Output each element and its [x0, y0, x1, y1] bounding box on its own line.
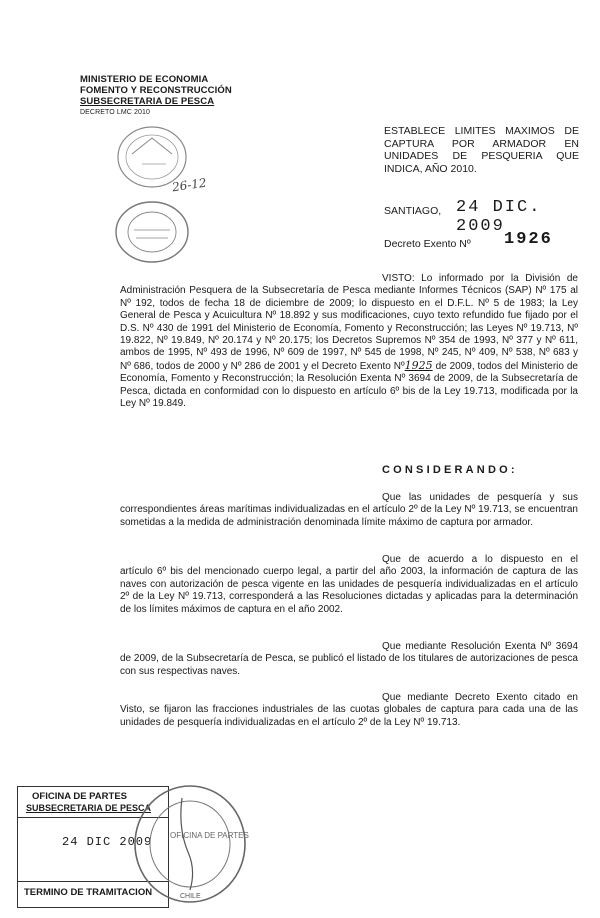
round-seal-bottom-text: CHILE [180, 893, 201, 900]
handwritten-margin-note: 26-12 [171, 175, 208, 195]
decree-number-label: Decreto Exento Nº [384, 238, 471, 250]
ministry-line-1: MINISTERIO DE ECONOMIA [80, 74, 209, 85]
considerando-paragraph-2: Que de acuerdo a lo dispuesto en el artículo 6º bis del mencionado cuerpo legal, a partir del año 2003, la información de captura de las naves con autorización de pesca vigente en las unidades de pesquería individualizadas en el artículo 2º de la Ley Nº 19.713, corresponderá a las Resoluciones dictadas y aplicadas para la determinación de los límites máximos de captura en el año 2002. [120, 554, 578, 615]
considerando-heading: CONSIDERANDO: [382, 464, 518, 476]
ministry-line-4: DECRETO LMC 2010 [80, 109, 150, 116]
considerando-paragraph-4: Que mediante Decreto Exento citado en Visto, se fijaron las fracciones industriales de las cuotas globales de captura para cada una de las unidades de pesquería individualizadas en el artículo 2º de la Ley Nº 19.713. [120, 692, 578, 728]
visto-text-part2: de 2009, todos del Ministerio de Economía, Fomento y Reconstrucción; la Resolución Exenta Nº 3694 de 2009, de la Subsecretaría de Pesca, dictada en conformidad con lo dispuesto en artículo 6º bis de la Ley 19.713, modificada por la Ley Nº 19.849. [120, 360, 578, 410]
visto-text-part1: VISTO: Lo informado por la División de Administración Pesquera de la Subsecretaría de Pesca mediante Informes Técnicos (SAP) Nº 175 al Nº 192, todos de fecha 18 de diciembre de 2009; lo dispuesto en el D.F.L. Nº 5 de 1983; la Ley General de Pesca y Acuicultura Nº 18.892 y sus modificaciones, cuyo texto refundido fue fijado por el D.S. Nº 430 de 1991 del Ministerio de Economía, Fomento y Reconstrucción; las Leyes Nº 19.713, Nº 19.822, Nº 19.849, Nº 20.174 y Nº 20.175; los Decretos Supremos Nº 354 de 1993, Nº 377 y Nº 611, ambos de 1995, Nº 493 de 1996, Nº 609 de 1997, Nº 545 de 1998, Nº 245, Nº 409, Nº 538, Nº 683 y Nº 686, todos de 2000 y Nº 286 de 2001 y el Decreto Exento Nº [120, 273, 578, 372]
decree-title: ESTABLECE LIMITES MAXIMOS DE CAPTURA POR ARMADOR EN UNIDADES DE PESQUERIA QUE INDICA, AÑO 2010. [384, 125, 579, 175]
office-stamp-line-2: SUBSECRETARIA DE PESCA [26, 803, 152, 813]
decree-number: 1926 [504, 230, 553, 249]
office-stamp-line-3: TERMINO DE TRAMITACION [24, 887, 153, 898]
round-seal-center-text: OFICINA DE PARTES [170, 831, 249, 840]
decree-date: 24 DIC. 2009 [456, 198, 542, 236]
place-label: SANTIAGO, [384, 205, 442, 217]
ministry-line-3: SUBSECRETARIA DE PESCA [80, 96, 215, 107]
office-stamp-date: 24 DIC 2009 [62, 835, 153, 849]
ministry-seal-lower [110, 196, 194, 270]
ministry-header [80, 74, 232, 118]
office-stamp-line-1: OFICINA DE PARTES [32, 791, 128, 802]
office-round-seal [130, 778, 250, 908]
visto-handwritten-number: 1925 [404, 358, 433, 372]
considerando-paragraph-3: Que mediante Resolución Exenta Nº 3694 de 2009, de la Subsecretaría de Pesca, se publicó el listado de los titulares de autorizaciones de pesca con sus respectivas naves. [120, 641, 578, 677]
visto-paragraph [120, 273, 578, 410]
ministry-line-2: FOMENTO Y RECONSTRUCCIÓN [80, 85, 232, 96]
considerando-paragraph-1: Que las unidades de pesquería y sus correspondientes áreas marítimas individualizadas en el artículo 2º de la Ley Nº 19.713, se encuentran sometidas a la medida de administración denominada límite máximo de captura por armador. [120, 492, 578, 528]
